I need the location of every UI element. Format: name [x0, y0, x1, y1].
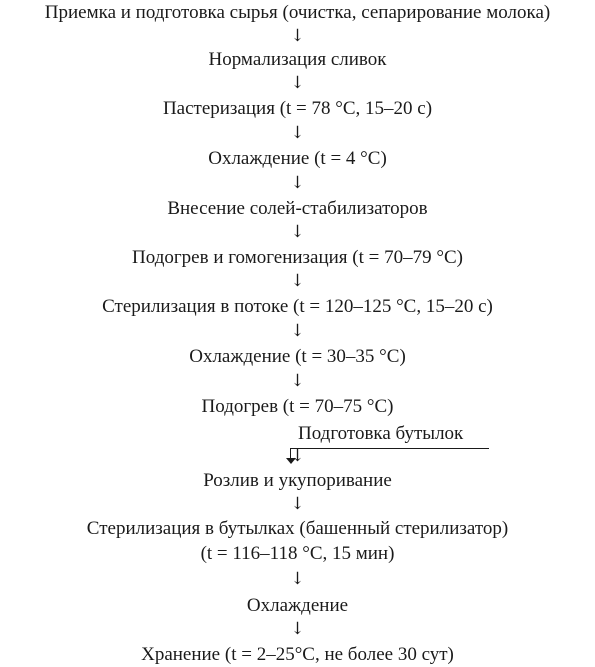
flow-arrow-icon: ↓ — [290, 321, 305, 341]
flow-arrow-icon: ↓ — [290, 123, 305, 143]
step-raw-material-reception: Приемка и подготовка сырья (очистка, сепарирование молока) — [44, 2, 551, 23]
step-storage: Хранение (t = 2–25°C, не более 30 сут) — [141, 644, 454, 665]
flow-arrow-icon: ↓ — [290, 271, 305, 291]
step-cooling-3: Охлаждение — [246, 595, 349, 616]
step-cooling-1: Охлаждение (t = 4 °C) — [208, 148, 387, 169]
flow-arrow-icon: ↓ — [290, 619, 305, 639]
step-heating-homogenization: Подогрев и гомогенизация (t = 70–79 °C) — [132, 247, 463, 268]
flow-arrow-icon: ↓ — [290, 26, 305, 46]
side-input-bottle-prep: Подготовка бутылок — [298, 423, 464, 444]
step-bottle-sterilization: Стерилизация в бутылках (башенный стерилизатор) — [86, 518, 509, 539]
step-stabilizer-salts: Внесение солей-стабилизаторов — [167, 198, 428, 219]
flow-arrow-icon: ↓ — [290, 494, 305, 514]
flow-arrow-icon: ↓ — [290, 73, 305, 93]
step-heating: Подогрев (t = 70–75 °C) — [201, 396, 394, 417]
step-cooling-2: Охлаждение (t = 30–35 °C) — [189, 346, 406, 367]
flow-arrow-icon: ↓ — [290, 569, 305, 589]
step-bottle-sterilization-params: (t = 116–118 °C, 15 мин) — [200, 543, 395, 564]
step-cream-normalization: Нормализация сливок — [208, 49, 387, 70]
flow-arrow-icon: ↓ — [290, 446, 305, 466]
flow-arrow-icon: ↓ — [290, 222, 305, 242]
step-flow-sterilization: Стерилизация в потоке (t = 120–125 °C, 15–20 с) — [102, 296, 493, 317]
flow-arrow-icon: ↓ — [290, 173, 305, 193]
step-pasteurization: Пастеризация (t = 78 °C, 15–20 с) — [162, 98, 433, 119]
step-bottling-capping: Розлив и укупоривание — [203, 470, 392, 491]
flow-arrow-icon: ↓ — [290, 371, 305, 391]
